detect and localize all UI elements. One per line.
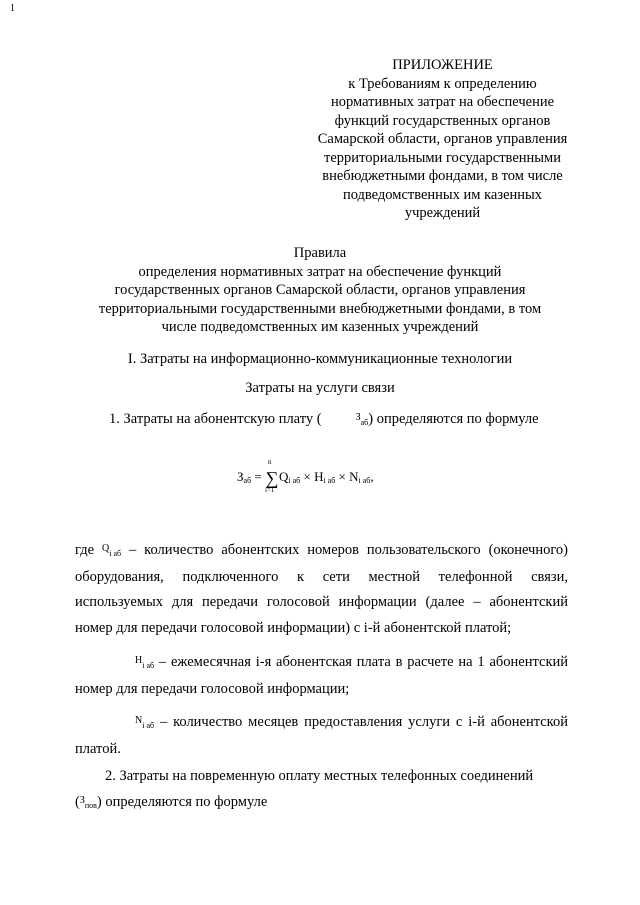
definition-n xyxy=(75,710,568,762)
rules-line: государственных органов Самарской области, органов управления xyxy=(114,282,526,298)
formula-times-2: × xyxy=(338,469,346,484)
appendix-line: подведомственных им казенных xyxy=(342,186,543,203)
formula-h-sub: i аб xyxy=(323,476,336,485)
appendix-line: внебюджетными фондами, в том числе xyxy=(322,168,563,184)
p2-symbol: $^З$пов xyxy=(79,794,97,810)
formula-q-sub: i аб xyxy=(288,476,301,485)
paragraph-2 xyxy=(75,764,568,816)
formula-q: Q xyxy=(278,469,289,484)
page-mark: 1 xyxy=(10,3,15,14)
definition-q xyxy=(75,538,568,641)
section-heading: I. Затраты на информационно-коммуникационные технологии xyxy=(127,351,513,367)
appendix-line: территориальными государственными xyxy=(324,149,561,166)
p1-text-before: 1. Затраты на абонентскую плату ( xyxy=(109,411,322,427)
def-q-text: – количество абонентских номеров пользовательского (оконечного) оборудования, подключенного к сети местной телефонной связи, используемых для передачи голосовой информации (далее – абонентский номер для передачи голосовой информации) с i-й абонентской платой; xyxy=(75,542,569,636)
appendix-line: функций государственных органов xyxy=(334,112,551,129)
def-n-text: – количество месяцев предоставления услуги с i-й абонентской платой. xyxy=(75,714,568,757)
sum-upper: n xyxy=(267,458,272,466)
formula-lhs-sub: аб xyxy=(243,476,252,485)
p1-text-after: ) определяются по формуле xyxy=(368,411,539,427)
appendix-line: Самарской области, органов управления xyxy=(317,131,568,147)
appendix-line: к Требованиям к определению xyxy=(348,75,537,92)
formula-n: N xyxy=(349,469,359,484)
formula-lhs: З xyxy=(237,469,244,484)
formula-n-sub: i аб xyxy=(358,476,371,485)
formula-equals: = xyxy=(254,469,262,484)
p2-text: 2. Затраты на повременную оплату местных телефонных соединений xyxy=(105,768,534,784)
appendix-title: ПРИЛОЖЕНИЕ xyxy=(392,57,493,73)
p1-symbol: $^З$аб xyxy=(355,412,369,427)
paragraph-1 xyxy=(75,407,568,434)
p2-text-after: ) определяются по формуле xyxy=(96,793,268,810)
rules-line: определения нормативных затрат на обеспечение функций xyxy=(138,263,502,280)
rules-heading xyxy=(60,244,580,337)
appendix-block xyxy=(300,56,585,223)
formula-h: H xyxy=(314,469,324,484)
def-n-symbol: $^N$i аб xyxy=(135,715,155,730)
where-word: где xyxy=(75,542,95,558)
formula-tail: , xyxy=(370,469,374,484)
appendix-line: нормативных затрат на обеспечение xyxy=(330,94,555,110)
rules-line: территориальными государственными внебюджетными фондами, в том xyxy=(98,300,542,317)
rules-title: Правила xyxy=(293,245,347,261)
sum-sign: n ∑ i=1 xyxy=(264,458,279,494)
appendix-line: учреждений xyxy=(404,205,481,221)
def-h-symbol: $^H$i аб xyxy=(135,655,155,670)
subsection-heading: Затраты на услуги связи xyxy=(245,380,395,396)
rules-line: числе подведомственных им казенных учреждений xyxy=(161,319,479,335)
definition-h xyxy=(75,650,568,702)
p2-open: ( xyxy=(75,793,80,810)
def-q-symbol: $^Q$i аб xyxy=(101,543,122,558)
def-h-text: – ежемесячная i-я абонентская плата в расчете на 1 абонентский номер для передачи голосовой информации; xyxy=(75,654,569,697)
formula-abonent xyxy=(237,458,374,494)
formula-times-1: × xyxy=(303,469,311,484)
sum-lower: i=1 xyxy=(264,486,275,494)
